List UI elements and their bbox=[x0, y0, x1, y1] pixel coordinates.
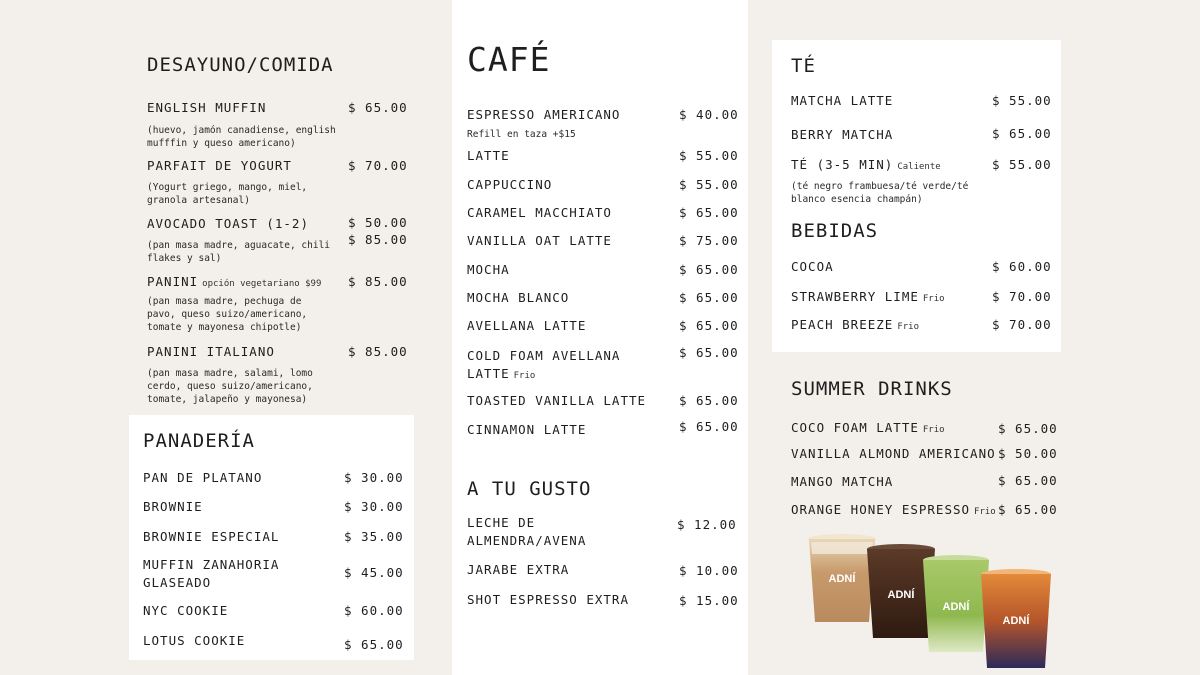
menu-item-price: $ 65.00 bbox=[998, 421, 1058, 436]
menu-item-price: $ 65.00 bbox=[344, 637, 404, 652]
desayuno-title: DESAYUNO/COMIDA bbox=[147, 54, 334, 76]
menu-item-price: $ 85.00 bbox=[348, 344, 408, 359]
drink-cup-icon bbox=[923, 555, 989, 652]
menu-item-description: (pan masa madre, salami, lomo cerdo, queso suizo/americano, tomate, jalapeño y mayonesa) bbox=[147, 368, 313, 405]
cup-brand-text: ADNÍ bbox=[1002, 615, 1030, 627]
menu-item-name: PAN DE PLATANO bbox=[143, 470, 263, 485]
menu-item-description: (pan masa madre, aguacate, chili flakes y sal) bbox=[147, 240, 331, 264]
menu-item-price: $ 65.00 bbox=[348, 100, 408, 115]
menu-item-description: (pan masa madre, pechuga de pavo, queso suizo/americano, tomate y mayonesa chipotle) bbox=[147, 296, 308, 333]
menu-item-price: $ 12.00 bbox=[677, 517, 737, 532]
menu-item-name bbox=[147, 273, 321, 293]
menu-item-price: $ 45.00 bbox=[344, 565, 404, 580]
menu-item-name: JARABE EXTRA bbox=[467, 562, 570, 577]
menu-item-name bbox=[791, 288, 945, 308]
menu-item-name: NYC COOKIE bbox=[143, 603, 229, 618]
menu-item-name: AVOCADO TOAST (1-2) bbox=[147, 216, 309, 231]
menu-item-price: $ 75.00 bbox=[679, 233, 739, 248]
menu-item-name: MOCHA bbox=[467, 262, 510, 277]
menu-item-name: BERRY MATCHA bbox=[791, 127, 894, 142]
menu-item-name: LATTE bbox=[467, 148, 510, 163]
menu-item-price: $ 55.00 bbox=[992, 157, 1052, 172]
menu-item-price: $ 60.00 bbox=[344, 603, 404, 618]
menu-item-name: PANINI ITALIANO bbox=[147, 344, 275, 359]
menu-item-name-text: PEACH BREEZE bbox=[791, 317, 894, 332]
menu-item-description: (Yogurt griego, mango, miel, granola artesanal) bbox=[147, 182, 308, 206]
menu-item-price: $ 85.00 bbox=[348, 274, 408, 289]
menu-item-price: $ 65.00 bbox=[679, 345, 739, 360]
menu-item-note: Caliente bbox=[897, 162, 941, 172]
menu-item-price: $ 65.00 bbox=[998, 502, 1058, 517]
menu-item-name: VANILLA ALMOND AMERICANO bbox=[791, 446, 996, 461]
menu-item-description: Refill en taza +$15 bbox=[467, 129, 576, 140]
menu-item-price: $ 70.00 bbox=[992, 289, 1052, 304]
menu-item-note: opción vegetariano $99 bbox=[202, 279, 322, 289]
menu-item-price-alt: $ 85.00 bbox=[348, 232, 408, 247]
menu-item-price: $ 65.00 bbox=[679, 290, 739, 305]
menu-item-name-text: PANINI bbox=[147, 274, 199, 289]
menu-item-name bbox=[791, 316, 919, 336]
menu-item-price: $ 70.00 bbox=[348, 158, 408, 173]
menu-item-name: VANILLA OAT LATTE bbox=[467, 233, 612, 248]
te-title: TÉ bbox=[791, 55, 816, 77]
menu-item-name: AVELLANA LATTE bbox=[467, 318, 587, 333]
menu-item-name: ESPRESSO AMERICANO bbox=[467, 107, 621, 122]
drink-cup-icon bbox=[808, 534, 876, 622]
menu-item-price: $ 50.00 bbox=[348, 215, 408, 230]
menu-item-name bbox=[467, 347, 637, 385]
menu-item-description: (huevo, jamón canadiense, english mufffin y queso americano) bbox=[147, 125, 336, 149]
menu-item-name: MANGO MATCHA bbox=[791, 474, 894, 489]
menu-item-name-text: STRAWBERRY LIME bbox=[791, 289, 919, 304]
menu-item-price: $ 65.00 bbox=[679, 262, 739, 277]
menu-item-name: TOASTED VANILLA LATTE bbox=[467, 393, 647, 408]
menu-item-description: (té negro frambuesa/té verde/té blanco esencia champán) bbox=[791, 181, 969, 205]
menu-item-price: $ 55.00 bbox=[992, 93, 1052, 108]
a-tu-gusto-title: A TU GUSTO bbox=[467, 478, 592, 500]
menu-item-name bbox=[791, 501, 996, 521]
menu-item-price: $ 65.00 bbox=[679, 393, 739, 408]
menu-item-name-text: ORANGE HONEY ESPRESSO bbox=[791, 502, 971, 517]
summer-drinks-title: SUMMER DRINKS bbox=[791, 378, 953, 400]
menu-item-price: $ 60.00 bbox=[992, 259, 1052, 274]
menu-item-name: BROWNIE bbox=[143, 499, 203, 514]
menu-item-name: MUFFIN ZANAHORIA GLASEADO bbox=[143, 557, 280, 590]
menu-item-name: LECHE DE ALMENDRA/AVENA bbox=[467, 515, 587, 548]
menu-item-note: Frio bbox=[897, 322, 919, 332]
cup-brand-text: ADNÍ bbox=[942, 601, 970, 613]
menu-item-name: CINNAMON LATTE bbox=[467, 422, 587, 437]
menu-item-price: $ 65.00 bbox=[679, 205, 739, 220]
menu-item-name-text: COLD FOAM AVELLANA LATTE bbox=[467, 348, 621, 381]
menu-item-price: $ 65.00 bbox=[679, 318, 739, 333]
menu-item-price: $ 40.00 bbox=[679, 107, 739, 122]
menu-item-price: $ 55.00 bbox=[679, 148, 739, 163]
menu-item-name-text: TÉ (3-5 MIN) bbox=[791, 157, 894, 172]
menu-item-name: LOTUS COOKIE bbox=[143, 633, 246, 648]
menu-item-price: $ 10.00 bbox=[679, 563, 739, 578]
menu-item-price: $ 65.00 bbox=[679, 419, 739, 434]
menu-item-price: $ 35.00 bbox=[344, 529, 404, 544]
menu-item-name: MOCHA BLANCO bbox=[467, 290, 570, 305]
panaderia-title: PANADERÍA bbox=[143, 430, 255, 452]
menu-item-price: $ 65.00 bbox=[992, 126, 1052, 141]
menu-item-note: Frio bbox=[974, 507, 996, 517]
menu-item-price: $ 55.00 bbox=[679, 177, 739, 192]
menu-item-name: BROWNIE ESPECIAL bbox=[143, 529, 280, 544]
menu-item-name bbox=[791, 156, 941, 176]
menu-item-price: $ 30.00 bbox=[344, 499, 404, 514]
menu-item-price: $ 15.00 bbox=[679, 593, 739, 608]
menu-item-price: $ 65.00 bbox=[998, 473, 1058, 488]
summer-drinks-photo bbox=[806, 530, 1056, 670]
menu-item-name: CARAMEL MACCHIATO bbox=[467, 205, 612, 220]
cafe-title: CAFÉ bbox=[467, 40, 551, 79]
bebidas-title: BEBIDAS bbox=[791, 220, 879, 242]
menu-item-note: Frio bbox=[513, 371, 536, 381]
menu-item-name: PARFAIT DE YOGURT bbox=[147, 158, 292, 173]
menu-item-name bbox=[791, 419, 945, 439]
menu-item-name: SHOT ESPRESSO EXTRA bbox=[467, 592, 629, 607]
menu-item-name-text: COCO FOAM LATTE bbox=[791, 420, 919, 435]
menu-item-name: ENGLISH MUFFIN bbox=[147, 100, 267, 115]
drink-cup-icon bbox=[981, 569, 1051, 668]
cup-brand-text: ADNÍ bbox=[828, 573, 856, 585]
drink-cup-icon bbox=[867, 544, 935, 638]
menu-item-price: $ 30.00 bbox=[344, 470, 404, 485]
menu-item-price: $ 70.00 bbox=[992, 317, 1052, 332]
menu-item-name: CAPPUCCINO bbox=[467, 177, 553, 192]
menu-item-price: $ 50.00 bbox=[998, 446, 1058, 461]
cup-brand-text: ADNÍ bbox=[887, 589, 915, 601]
menu-item-name: COCOA bbox=[791, 259, 834, 274]
menu-item-name: MATCHA LATTE bbox=[791, 93, 894, 108]
menu-item-note: Frio bbox=[922, 294, 945, 304]
menu-item-note: Frio bbox=[922, 425, 945, 435]
